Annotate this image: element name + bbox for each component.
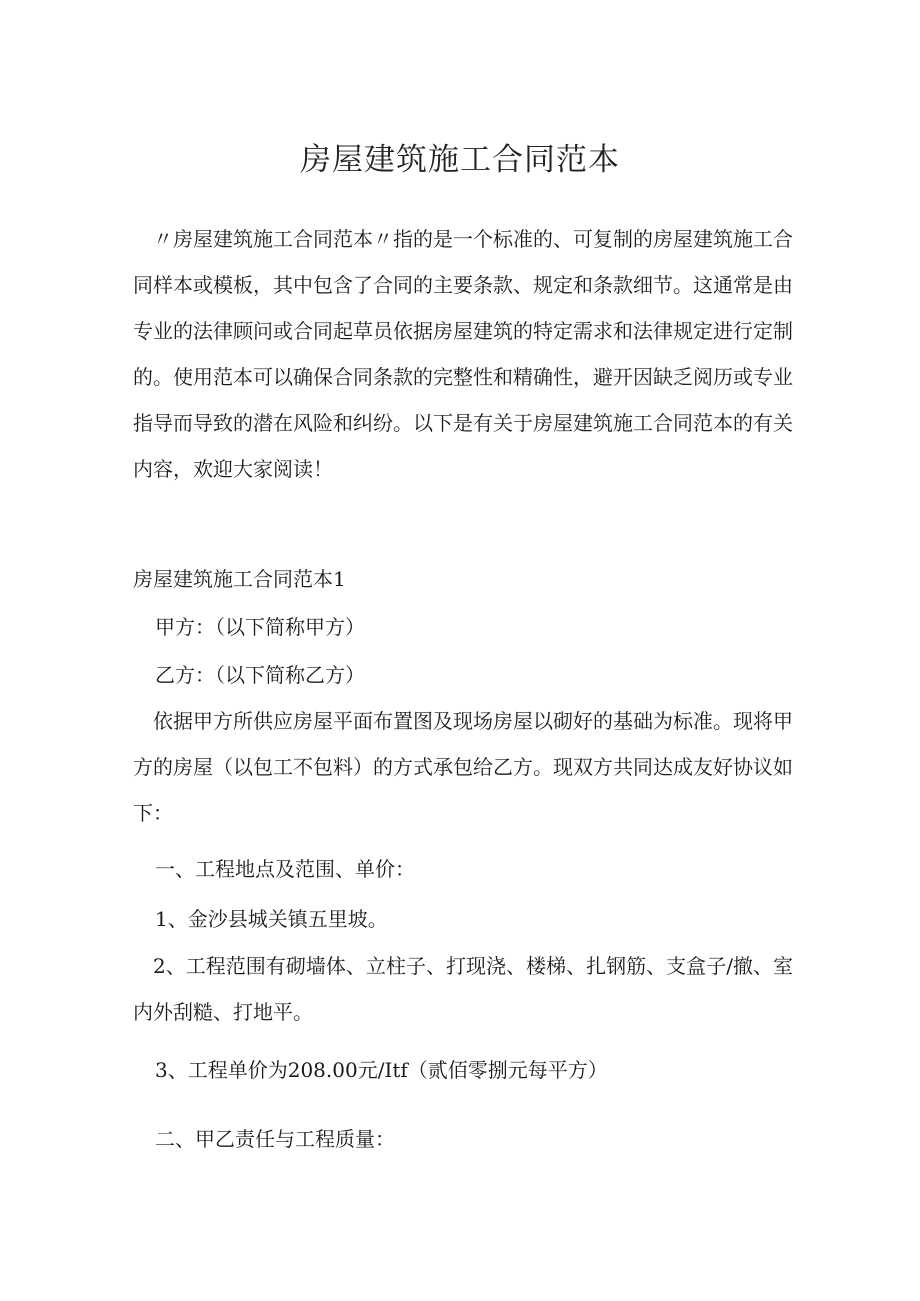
- intro-paragraph: 〃房屋建筑施工合同范本〃指的是一个标准的、可复制的房屋建筑施工合同样本或模板，其中包含了合同的主要条款、规定和条款细节。这通常是由专业的法律顾问或合同起草员依据房屋建筑的特定需求和法律规定进行定制的。使用范本可以确保合同条款的完整性和精确性，避开因缺乏阅历或专业指导而导致的潜在风险和纠纷。以下是有关于房屋建筑施工合同范本的有关内容，欢迎大家阅读！: [133, 227, 793, 481]
- clause-2-heading: 二、甲乙责任与工程质量：: [155, 1127, 395, 1151]
- clause-1-item-2: 2、工程范围有砌墙体、立柱子、打现浇、楼梯、扎钢筋、支盒子/撤、室内外刮糙、打地平。: [133, 954, 793, 1024]
- clause-1-item-3: 3、工程单价为208.00元/Itf（贰佰零捌元每平方）: [155, 1058, 608, 1082]
- clause-1-heading: 一、工程地点及范围、单价：: [155, 857, 415, 881]
- section-heading: 房屋建筑施工合同范本1: [133, 567, 346, 591]
- document-title: 房屋建筑施工合同范本: [300, 142, 620, 178]
- party-a-line: 甲方：（以下简称甲方）: [155, 615, 365, 639]
- basis-paragraph: 依据甲方所供应房屋平面布置图及现场房屋以砌好的基础为标准。现将甲方的房屋（以包工不包料）的方式承包给乙方。现双方共同达成友好协议如下：: [133, 709, 793, 825]
- clause-1-item-1: 1、金沙县城关镇五里坡。: [155, 907, 388, 931]
- party-b-line: 乙方：（以下简称乙方）: [155, 663, 365, 687]
